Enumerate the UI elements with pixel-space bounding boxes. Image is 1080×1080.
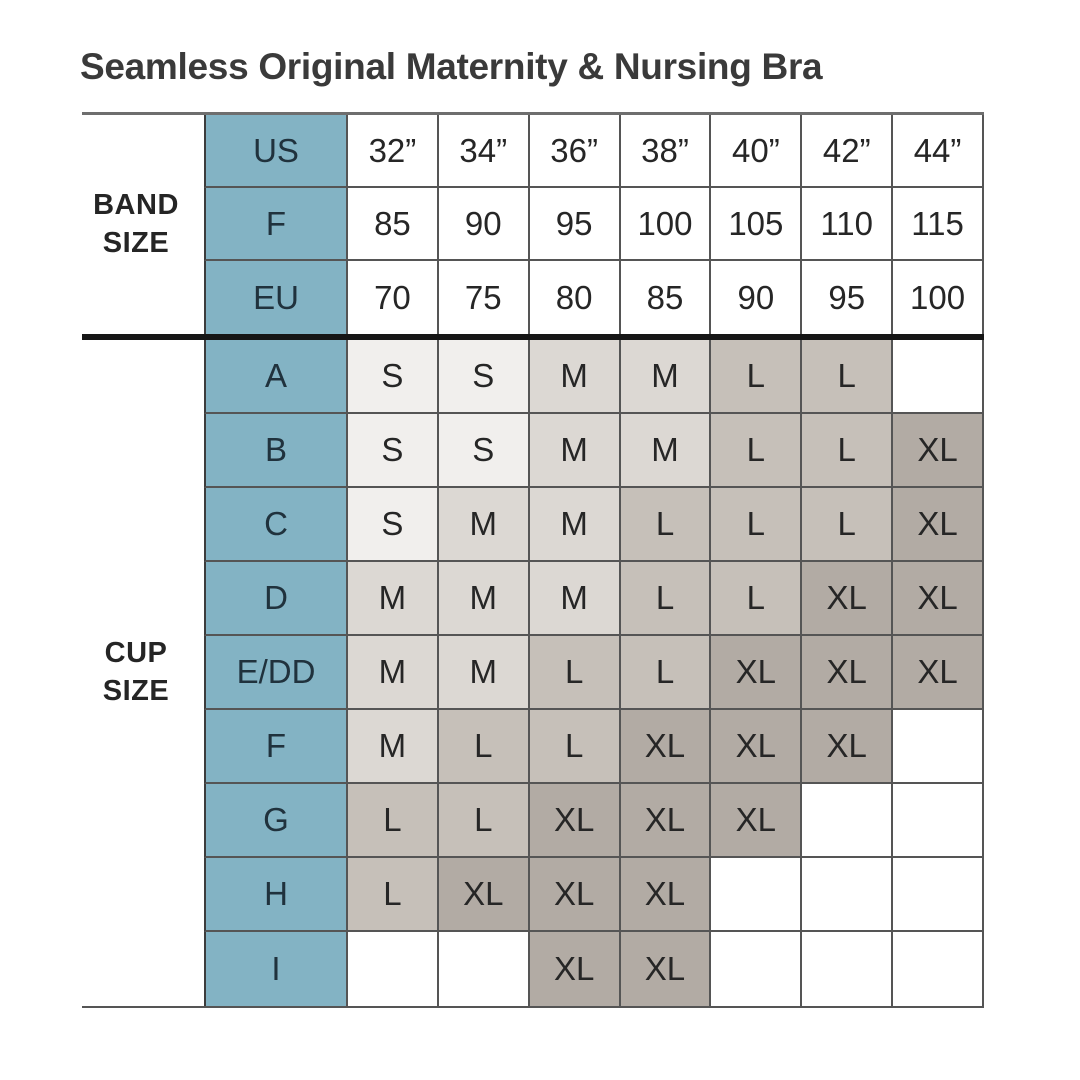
size-cell: L [711,414,802,488]
size-cell: M [439,488,530,562]
size-cell: XL [893,488,984,562]
size-cell: XL [711,784,802,858]
size-cell [893,858,984,932]
size-cell: L [439,784,530,858]
size-cell: XL [802,636,893,710]
size-cell: M [621,340,712,414]
row-header-h: H [204,858,348,932]
band-size-section [82,115,984,334]
size-cell: XL [621,932,712,1006]
size-cell: S [439,340,530,414]
band-size-label: BAND SIZE [82,115,204,334]
band-value-cell: 32” [348,115,439,188]
row-header-b: B [204,414,348,488]
size-cell: M [439,636,530,710]
band-value-cell: 44” [893,115,984,188]
size-cell: L [621,636,712,710]
band-value-cell: 90 [711,261,802,334]
size-cell: XL [893,562,984,636]
band-value-cell: 100 [893,261,984,334]
size-cell [802,932,893,1006]
band-value-cell: 75 [439,261,530,334]
size-cell [893,932,984,1006]
size-cell: XL [530,932,621,1006]
size-cell: L [348,784,439,858]
band-value-cell: 38” [621,115,712,188]
row-header-us: US [204,115,348,188]
row-header-i: I [204,932,348,1006]
band-value-cell: 85 [348,188,439,261]
band-value-cell: 42” [802,115,893,188]
size-cell: L [711,340,802,414]
size-cell: XL [621,710,712,784]
size-cell: XL [802,710,893,784]
size-cell: XL [439,858,530,932]
size-cell: XL [621,858,712,932]
size-cell: M [530,488,621,562]
band-value-cell: 40” [711,115,802,188]
size-cell: M [530,340,621,414]
size-cell: L [621,562,712,636]
size-cell: M [348,562,439,636]
band-value-cell: 110 [802,188,893,261]
size-cell: L [439,710,530,784]
size-cell [893,340,984,414]
size-cell: XL [893,636,984,710]
size-cell: L [530,710,621,784]
size-cell [348,932,439,1006]
size-cell: M [621,414,712,488]
size-cell: XL [711,636,802,710]
size-cell: L [802,340,893,414]
band-value-cell: 70 [348,261,439,334]
size-chart-table [82,112,984,1008]
band-value-cell: 80 [530,261,621,334]
size-cell: S [348,414,439,488]
row-header-g: G [204,784,348,858]
size-cell [802,784,893,858]
size-cell [711,858,802,932]
size-cell [439,932,530,1006]
size-cell: XL [711,710,802,784]
band-value-cell: 36” [530,115,621,188]
size-cell: XL [621,784,712,858]
size-cell: S [348,488,439,562]
cup-size-label: CUP SIZE [82,340,204,1006]
size-cell [893,710,984,784]
size-cell: L [530,636,621,710]
size-cell: XL [530,858,621,932]
band-value-cell: 95 [530,188,621,261]
size-cell: L [711,488,802,562]
band-value-cell: 95 [802,261,893,334]
band-value-cell: 85 [621,261,712,334]
page-title: Seamless Original Maternity & Nursing Bra [80,46,823,87]
band-value-cell: 90 [439,188,530,261]
size-cell: XL [802,562,893,636]
size-cell: M [348,636,439,710]
size-cell [893,784,984,858]
size-cell: M [348,710,439,784]
size-cell: M [530,414,621,488]
size-cell: M [530,562,621,636]
row-header-c: C [204,488,348,562]
row-header-f: F [204,188,348,261]
size-cell: L [621,488,712,562]
row-header-e-dd: E/DD [204,636,348,710]
size-cell: L [711,562,802,636]
band-value-cell: 105 [711,188,802,261]
size-cell [802,858,893,932]
band-value-cell: 100 [621,188,712,261]
size-cell [711,932,802,1006]
band-value-cell: 115 [893,188,984,261]
size-cell: L [802,414,893,488]
size-cell: S [348,340,439,414]
size-cell: L [348,858,439,932]
row-header-eu: EU [204,261,348,334]
size-cell: XL [893,414,984,488]
size-cell: S [439,414,530,488]
size-cell: XL [530,784,621,858]
row-header-f: F [204,710,348,784]
size-cell: M [439,562,530,636]
row-header-a: A [204,340,348,414]
row-header-d: D [204,562,348,636]
cup-size-section [82,340,984,1006]
band-value-cell: 34” [439,115,530,188]
size-cell: L [802,488,893,562]
